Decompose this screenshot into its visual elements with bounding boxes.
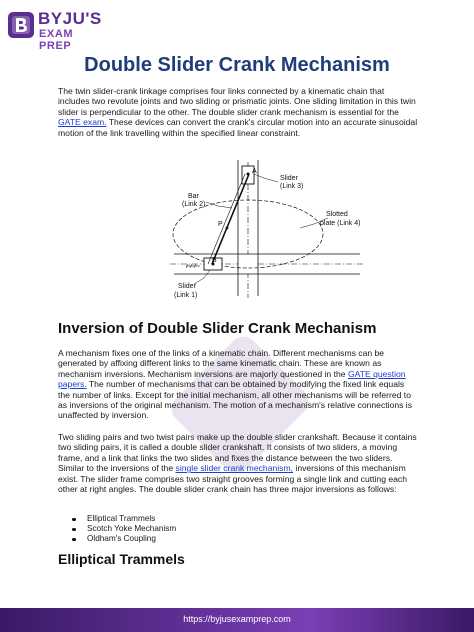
inversion-heading: Inversion of Double Slider Crank Mechanism <box>58 320 377 337</box>
label-a: A <box>252 168 257 175</box>
brand-subtitle: EXAM PREP <box>39 28 74 52</box>
header-band <box>0 0 474 52</box>
inversion-paragraph-2 <box>58 432 418 494</box>
inversion-text-2: The number of mechanisms that can be obtained by modifying the fixed link equals the number of links. Except for the initial mechanism, all other mechanisms will be referred to as inversions of the original mechanism. The motion of a mechanism's relative connections is unaffected by inversion. <box>58 379 412 421</box>
brand-logo[interactable] <box>8 8 108 52</box>
double-slider-diagram <box>160 158 370 306</box>
list-item-oldhams-coupling: Oldham's Coupling <box>72 534 176 544</box>
label-b: B <box>212 257 217 264</box>
label-bar-line2: (Link 2) <box>182 201 206 208</box>
inversion-paragraph-1 <box>58 348 418 421</box>
intro-paragraph <box>58 86 418 138</box>
intro-text-1: The twin slider-crank linkage comprises four links connected by a kinematic chain that includes two revolute joints and two sliding or prismatic joints. One sliding limitation in this twin slider is perpendicular to the other. The double slider crank mechanism is essential for the <box>58 86 416 117</box>
label-slider1-line2: (Link 1) <box>174 292 198 299</box>
footer-url-link[interactable]: https://byjusexamprep.com <box>183 614 291 624</box>
label-slider1-line1: Slider <box>178 283 196 290</box>
inversion-text-3: Two sliding pairs and two twist pairs make up the double slider crankshaft. Because it contains two sliding pairs, it is called a double slider crankshaft. It consists of two sliders, a moving frame, and a link that links the two slides and fixes the distance between the two sliders. Similar to the inversions of the <box>58 432 417 474</box>
gate-exam-link[interactable]: GATE exam. <box>58 117 107 128</box>
label-slider3-line2: (Link 3) <box>280 183 304 190</box>
intro-text-2: These devices can convert the crank's circular motion into an accurate sinusoidal motion of the link travelling within the specified linear constraint. <box>58 117 418 138</box>
inversion-text-1: A mechanism fixes one of the links of a kinematic chain. Different mechanisms can be generated by affixing different links to the same kinematic chain. These are known as mechanism inversions. Mechanism inversions are majorly questioned in the <box>58 348 385 379</box>
footer-bar <box>0 608 474 632</box>
logo-icon <box>8 12 34 38</box>
list-item-elliptical-trammels: Elliptical Trammels <box>72 514 176 524</box>
inversion-list <box>72 514 176 544</box>
gate-question-papers-link[interactable]: GATE question papers. <box>58 368 406 390</box>
list-item-scotch-yoke: Scotch Yoke Mechanism <box>72 524 176 534</box>
brand-name: BYJU'S <box>38 9 102 28</box>
elliptical-trammels-heading: Elliptical Trammels <box>58 551 185 567</box>
inversion-text-4: inversions of this mechanism exist. The slider frame comprises two straight grooves forming a single link and cutting each other at right angles. The double slider crank chain has three major inversions as follows: <box>58 463 408 495</box>
label-slider3-line1: Slider <box>280 175 298 182</box>
label-slotted-line2: plate (Link 4) <box>320 220 361 227</box>
label-bar-line1: Bar <box>188 193 199 200</box>
label-slotted-line1: Slotted <box>326 211 348 218</box>
page-title: Double Slider Crank Mechanism <box>84 54 390 76</box>
single-slider-crank-link[interactable]: single slider crank mechanism, <box>175 463 294 474</box>
label-p: P <box>218 221 223 228</box>
